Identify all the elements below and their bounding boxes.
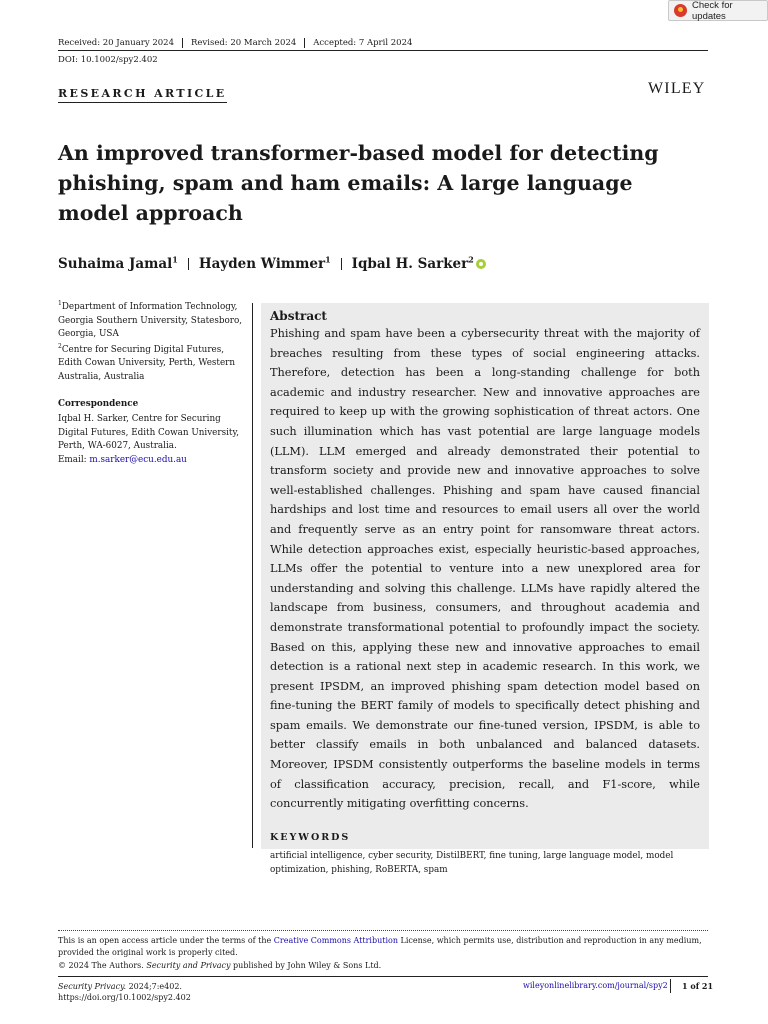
check-for-updates-button[interactable] [668,0,768,21]
check-for-updates-label: Check for updates [692,0,733,22]
author-name[interactable]: Hayden Wimmer$^1$ [198,254,331,272]
email-link[interactable]: m.sarker@ecu.edu.au [89,454,187,465]
affiliation: $^1$Department of Information Technology, Georgia Southern University, Statesboro, Georgia, USA [58,300,243,340]
article-dates [58,36,420,49]
author-name[interactable]: Suhaima Jamal$^1$ [58,254,178,272]
article-type: RESEARCH ARTICLE [58,87,227,103]
footer-separator [670,979,671,993]
revised-date: Revised: 20 March 2024 [182,38,304,48]
crossmark-icon [674,4,687,17]
header-divider [58,50,708,51]
author-separator [341,258,342,270]
correspondence-text: Iqbal H. Sarker, Centre for Securing Digital Futures, Edith Cowan University, Perth, WA-6027, Australia. Email: m.sarker@ecu.edu.au [58,414,240,465]
footer-divider [58,976,708,977]
abstract-heading: Abstract [270,309,327,323]
page-number: 1 of 21 [682,981,714,991]
abstract-box [261,303,709,875]
doi-link[interactable]: https://doi.org/10.1002/spy2.402 [58,993,191,1002]
footer-dotted-divider [58,930,708,931]
keywords-heading: KEYWORDS [270,831,351,843]
column-divider [252,303,253,848]
citation-info: Security Privacy. 2024;7:e402. https://doi.org/10.1002/spy2.402 [58,982,191,1002]
received-date: Received: 20 January 2024 [58,37,174,48]
author-name[interactable]: Iqbal H. Sarker$^2$ [351,254,474,272]
cc-license-link[interactable]: Creative Commons Attribution [273,936,398,945]
orcid-icon[interactable] [476,259,486,269]
publisher-logo: WILEY [648,80,706,97]
doi-text: DOI: 10.1002/spy2.402 [58,55,158,65]
copyright-notice: © 2024 The Authors. Security and Privacy published by John Wiley & Sons Ltd. [58,961,382,970]
license-notice: This is an open access article under the terms of the Creative Commons Attribution License, which permits use, distribution and reproduction in any medium, provided the original work is properly cited. [58,936,702,957]
abstract-text: Phishing and spam have been a cybersecurity threat with the majority of breaches resulting from these types of social engineering attacks. Therefore, detection has been a long-standing challenge for both academic and industry researcher. New and innovative approaches are required to keep up with the growing sophistication of threat actors. One such illumination which has vast potential are large language models (LLM). LLM emerged and already demonstrated their potential to transform society and provide new and innovative approaches to solve well-established challenges. Phishing and spam have caused financial hardships and lost time and resources to email users all over the world and frequently serve as an entry point for ransomware threat actors. While detection approaches exist, especially heuristic-based approaches, LLMs offer the potential to venture into a new unexplored area for understanding and solving this challenge. LLMs have rapidly altered the landscape from business, consumers, and throughout academia and demonstrate transformational potential to profoundly impact the society. Based on this, applying these new and innovative approaches to email detection is a rational next step in academic research. In this work, we present IPSDM, an improved phishing spam detection model based on fine-tuning the BERT family of models to specifically detect phishing and spam emails. We demonstrate our fine-tuned version, IPSDM, is able to better classify emails in both unbalanced and balanced datasets. Moreover, IPSDM consistently outperforms the baseline models in terms of classification accuracy, precision, recall, and F1-score, while concurrently mitigating overfitting concerns. [270,327,700,811]
accepted-date: Accepted: 7 April 2024 [304,38,420,48]
author-separator [188,258,189,270]
journal-link[interactable]: wileyonlinelibrary.com/journal/spy2 [523,981,668,990]
article-title: An improved transformer-based model for detecting phishing, spam and ham emails: A large language model approach [58,141,659,225]
affiliation: $^2$Centre for Securing Digital Futures, Edith Cowan University, Perth, Western Australia, Australia [58,342,236,382]
keywords-text: artificial intelligence, cyber security, DistilBERT, fine tuning, large language model, model optimization, phishing, RoBERTA, spam [270,850,674,875]
author-list [58,256,486,272]
correspondence-heading: Correspondence [58,398,139,409]
affiliations [58,301,248,470]
